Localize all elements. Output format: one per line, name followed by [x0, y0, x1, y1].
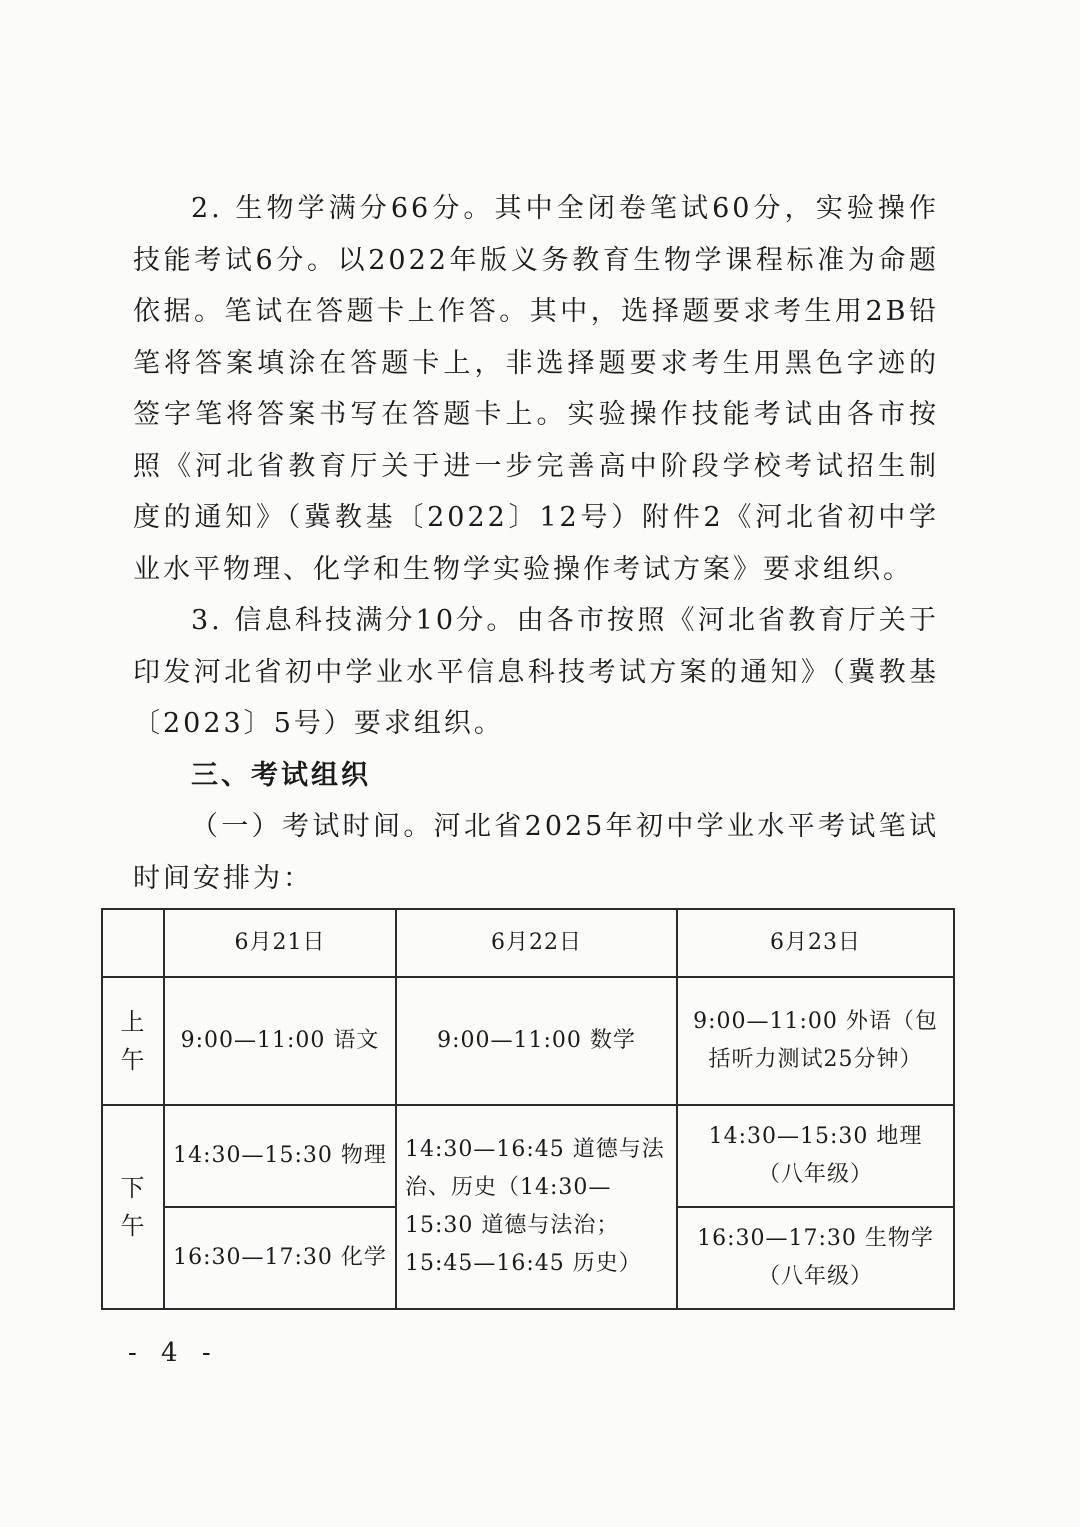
header-day1: 6月21日	[164, 909, 396, 977]
afternoon-label-text: 下午	[120, 1174, 146, 1240]
body-text	[133, 183, 939, 904]
paragraph-info-tech: 3. 信息科技满分10分。由各市按照《河北省教育厅关于印发河北省初中学业水平信息科技考试方案的通知》（冀教基〔2023〕5号）要求组织。	[133, 605, 939, 739]
afternoon-day1-slot1: 14:30—15:30 物理	[164, 1105, 396, 1207]
table-row-morning	[102, 977, 954, 1105]
afternoon-day2: 14:30—16:45 道德与法治、历史（14:30—15:30 道德与法治；15:45—16:45 历史）	[396, 1105, 677, 1309]
morning-day2: 9:00—11:00 数学	[396, 977, 677, 1105]
corner-cell	[102, 909, 164, 977]
table-header-row	[102, 909, 954, 977]
paragraph-exam-time: （一）考试时间。河北省2025年初中学业水平考试笔试时间安排为：	[133, 811, 939, 894]
table-row-afternoon-1	[102, 1105, 954, 1207]
exam-schedule-table	[101, 908, 955, 1310]
afternoon-day3-slot2: 16:30—17:30 生物学（八年级）	[677, 1207, 954, 1309]
afternoon-label	[102, 1105, 164, 1309]
morning-day1: 9:00—11:00 语文	[164, 977, 396, 1105]
paragraph-biology: 2. 生物学满分66分。其中全闭卷笔试60分，实验操作技能考试6分。以2022年版义务教育生物学课程标准为命题依据。笔试在答题卡上作答。其中，选择题要求考生用2B铅笔将答案填涂在答题卡上，非选择题要求考生用黑色字迹的签字笔将答案书写在答题卡上。实验操作技能考试由各市按照《河北省教育厅关于进一步完善高中阶段学校考试招生制度的通知》（冀教基〔2022〕12号）附件2《河北省初中学业水平物理、化学和生物学实验操作考试方案》要求组织。	[133, 193, 939, 585]
morning-day3: 9:00—11:00 外语（包括听力测试25分钟）	[677, 977, 954, 1105]
header-day2: 6月22日	[396, 909, 677, 977]
morning-label	[102, 977, 164, 1105]
afternoon-day3-slot1: 14:30—15:30 地理（八年级）	[677, 1105, 954, 1207]
afternoon-day1-slot2: 16:30—17:30 化学	[164, 1207, 396, 1309]
section-heading: 三、考试组织	[191, 759, 371, 791]
page-number: - 4 -	[128, 1338, 219, 1368]
morning-label-text: 上午	[120, 1008, 146, 1074]
header-day3: 6月23日	[677, 909, 954, 977]
